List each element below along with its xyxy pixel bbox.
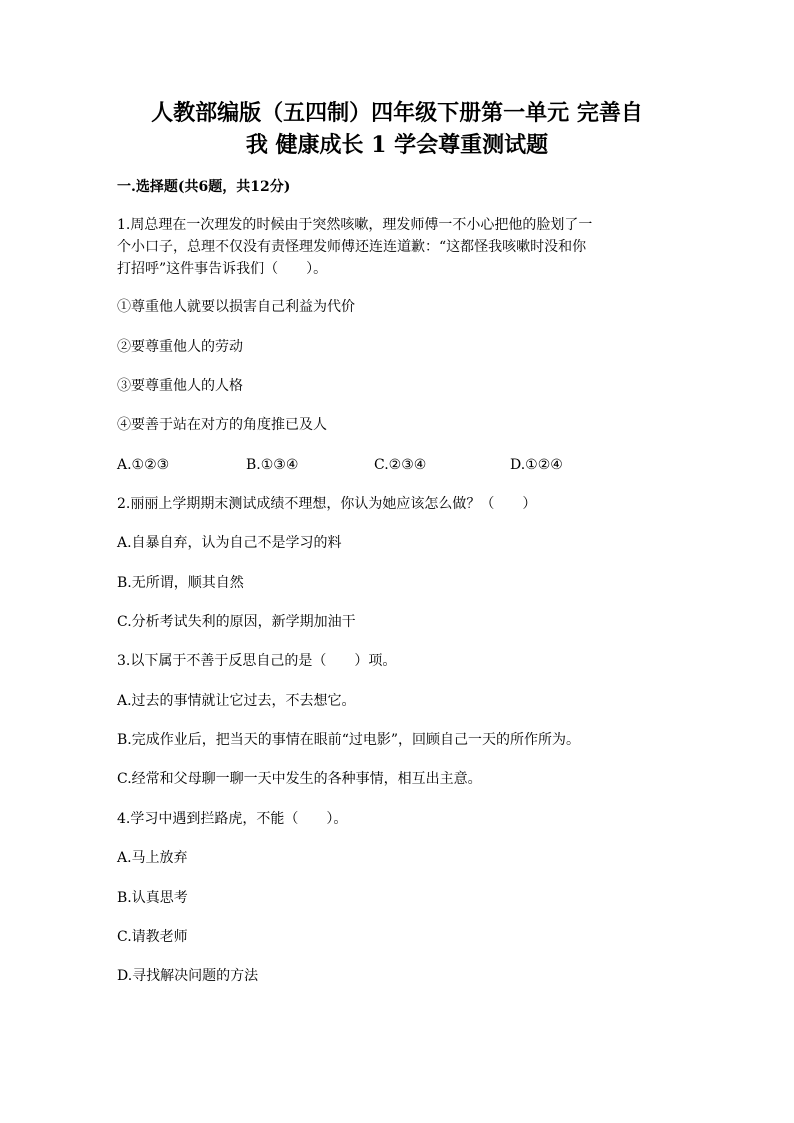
question-1-statement: ②要尊重他人的劳动 [117, 339, 243, 355]
question-1-option-c[interactable]: C.②③④ [374, 457, 427, 473]
page-title-line-2: 我 健康成长 1 学会尊重测试题 [245, 132, 549, 158]
question-2-option-a[interactable]: A.自暴自弃，认为自己不是学习的料 [117, 535, 342, 551]
question-4-option-a[interactable]: A.马上放弃 [117, 850, 188, 866]
question-2-option-c[interactable]: C.分析考试失利的原因，新学期加油干 [117, 614, 356, 630]
question-3-option-c[interactable]: C.经常和父母聊一聊一天中发生的各种事情，相互出主意。 [117, 771, 482, 787]
question-1-statement: ④要善于站在对方的角度推已及人 [117, 417, 327, 433]
question-4-text: 4.学习中遇到拦路虎，不能（ ）。 [117, 811, 348, 827]
question-3-text: 3.以下属于不善于反思自己的是（ ）项。 [117, 653, 397, 669]
question-2-option-b[interactable]: B.无所谓，顺其自然 [117, 575, 244, 591]
question-1-option-a[interactable]: A.①②③ [117, 457, 170, 473]
question-1-text-line-1: 1.周总理在一次理发的时候由于突然咳嗽，理发师傅一不小心把他的脸划了一 [117, 217, 593, 233]
question-1-text-line-3: 打招呼”这件事告诉我们（ ）。 [117, 261, 328, 277]
question-3-option-a[interactable]: A.过去的事情就让它过去，不去想它。 [117, 693, 356, 709]
question-4-option-c[interactable]: C.请教老师 [117, 929, 188, 945]
question-4-option-b[interactable]: B.认真思考 [117, 890, 188, 906]
question-1-statement: ①尊重他人就要以损害自己利益为代价 [117, 299, 355, 315]
question-3-option-b[interactable]: B.完成作业后，把当天的事情在眼前“过电影”，回顾自己一天的所作所为。 [117, 732, 581, 748]
question-2-text: 2.丽丽上学期期末测试成绩不理想，你认为她应该怎么做？（ ） [117, 496, 537, 512]
question-1-option-b[interactable]: B.①③④ [246, 457, 299, 473]
question-1-statement: ③要尊重他人的人格 [117, 378, 243, 394]
question-4-option-d[interactable]: D.寻找解决问题的方法 [117, 968, 259, 984]
question-1-option-d[interactable]: D.①②④ [510, 457, 563, 473]
section-heading: 一.选择题(共6题，共12分) [117, 179, 291, 195]
page-title-line-1: 人教部编版（五四制）四年级下册第一单元 完善自 [151, 100, 643, 126]
question-1-text-line-2: 个小口子，总理不仅没有责怪理发师傅还连连道歉：“这都怪我咳嗽时没和你 [117, 239, 587, 255]
